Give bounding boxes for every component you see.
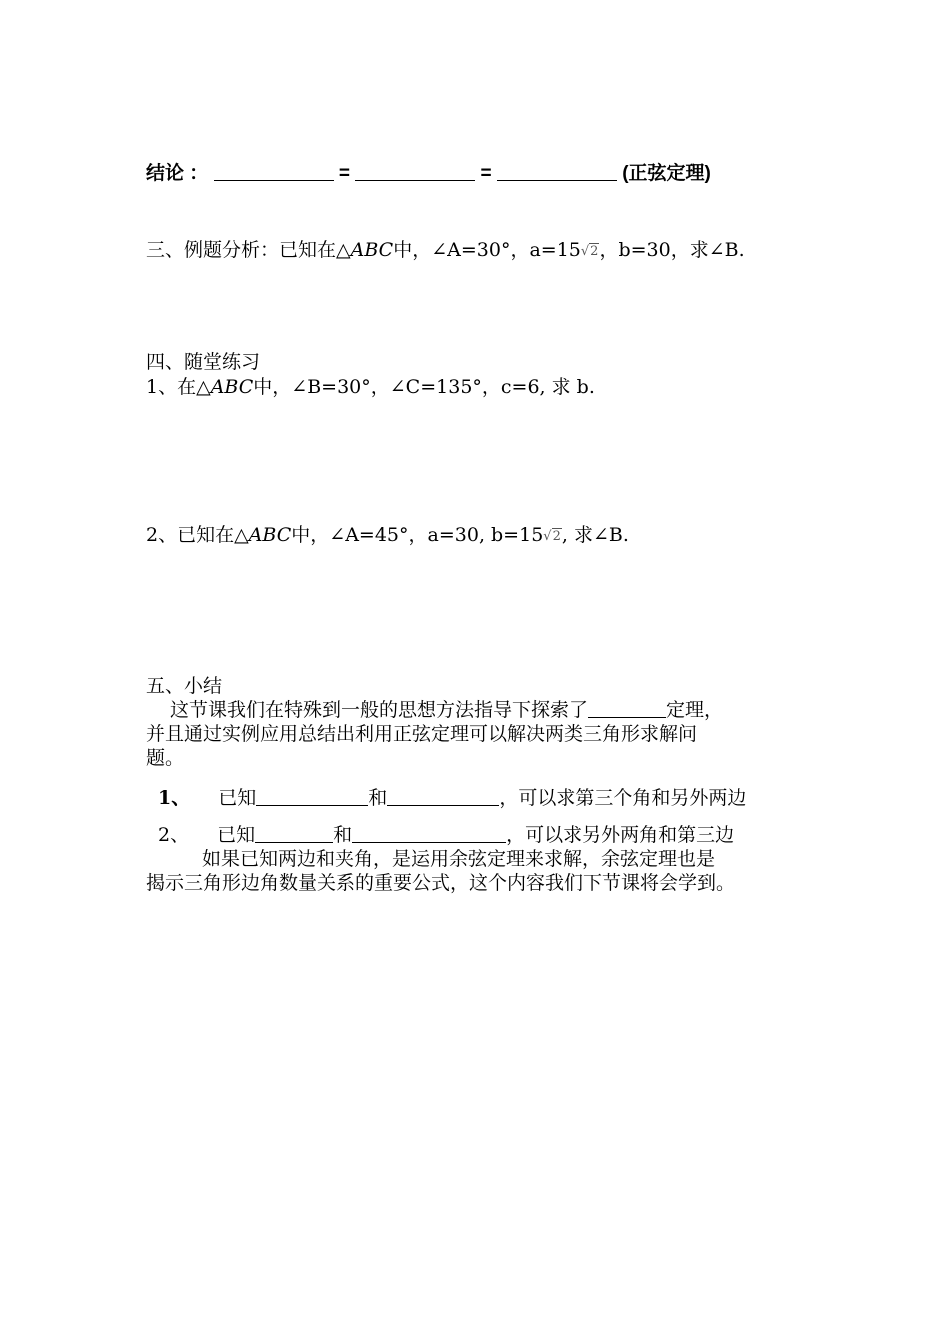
item1-c: ，可以求第三个角和另外两边	[499, 787, 747, 809]
item2-blank-1[interactable]	[255, 824, 333, 843]
conclusion-eq-2: =	[480, 163, 492, 184]
item1-a: 已知	[218, 787, 257, 809]
summary-item-2	[158, 823, 734, 847]
summary-p5: 揭示三角形边角数量关系的重要公式，这个内容我们下节课将会学到。	[146, 872, 736, 894]
summary-p3: 题。	[146, 747, 185, 769]
item1-blank-1[interactable]	[256, 787, 368, 806]
example-prefix: 三、例题分析：已知在△	[146, 239, 351, 261]
conclusion-colon: ：	[189, 163, 209, 184]
sqrt-symbol: √2	[580, 244, 599, 259]
q2-prefix: 2、已知在△	[146, 524, 249, 546]
summary-heading: 五、小结	[146, 675, 223, 697]
sqrt-arg: 2	[552, 529, 561, 544]
summary-p1-end: 定理，	[666, 699, 724, 721]
q1-prefix: 1、在△	[146, 376, 211, 398]
conclusion-blank-3[interactable]	[497, 162, 617, 181]
summary-p2: 并且通过实例应用总结出利用正弦定理可以解决两类三角形求解问	[146, 723, 698, 745]
summary-p4: 如果已知两边和夹角，是运用余弦定理来求解，余弦定理也是	[202, 848, 716, 870]
conclusion-label: 结论	[146, 163, 185, 184]
practice-q2	[146, 523, 629, 550]
example-triangle: ABC	[350, 239, 394, 261]
q1-triangle: ABC	[210, 376, 254, 398]
example-suffix: ，b=30，求∠B.	[599, 239, 745, 261]
example-line	[146, 238, 745, 265]
practice-q1	[146, 375, 595, 399]
item2-number: 2、	[158, 824, 190, 846]
item2-c: ，可以求另外两角和第三边	[506, 824, 735, 846]
item2-b: 和	[333, 824, 353, 846]
item1-b: 和	[368, 787, 388, 809]
sqrt-arg: 2	[590, 244, 599, 259]
item1-number: 1、	[158, 787, 191, 809]
conclusion-blank-1[interactable]	[214, 162, 334, 181]
summary-p1-start: 这节课我们在特殊到一般的思想方法指导下探索了	[170, 699, 589, 721]
q2-mid: 中，∠A=45°，a=30, b=15	[291, 524, 544, 546]
q2-suffix: , 求∠B.	[561, 524, 629, 546]
item2-blank-2[interactable]	[352, 824, 506, 843]
conclusion-blank-2[interactable]	[355, 162, 475, 181]
summary-blank[interactable]	[588, 699, 666, 718]
item2-a: 已知	[217, 824, 256, 846]
item1-blank-2[interactable]	[387, 787, 499, 806]
conclusion-line	[146, 162, 711, 186]
example-mid: 中，∠A=30°，a=15	[393, 239, 581, 261]
q1-suffix: 中，∠B=30°，∠C=135°，c=6, 求 b.	[253, 376, 595, 398]
conclusion-eq-1: =	[338, 163, 350, 184]
q2-triangle: ABC	[248, 524, 292, 546]
summary-item-1	[158, 786, 746, 810]
conclusion-theorem: (正弦定理)	[622, 163, 711, 184]
practice-heading: 四、随堂练习	[146, 351, 261, 373]
sqrt-symbol: √2	[543, 529, 561, 544]
summary-p1	[170, 698, 723, 722]
